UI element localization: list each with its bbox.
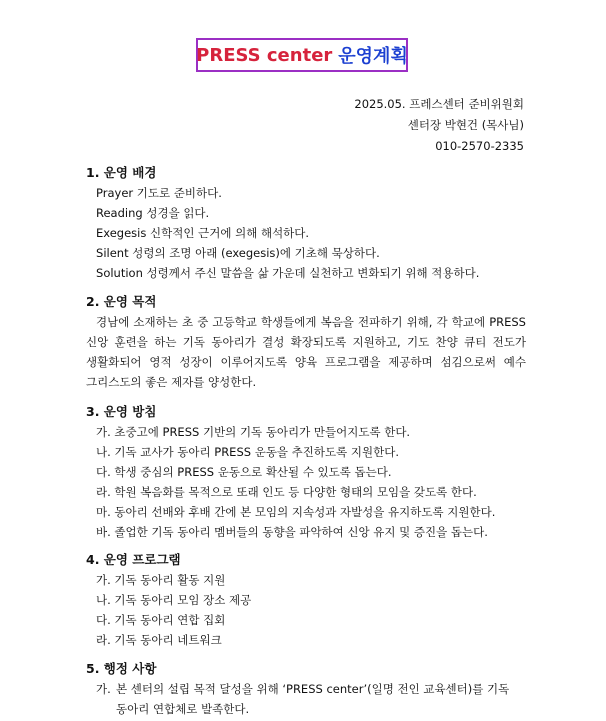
section-heading: 3. 운영 방침 xyxy=(86,404,157,419)
meta-director: 센터장 박현건 (목사님) xyxy=(407,118,524,132)
press-item-silent xyxy=(86,243,526,263)
purpose-paragraph: 경남에 소재하는 초 중 고등학교 학생들에게 복음을 전파하기 위해, 각 학교에 PRESS 신앙 훈련을 하는 기독 동아리가 결성 확장되도록 지원하고, 기도 찬양 큐티 전도가 생활화되어 영적 성장이 이루어지도록 양육 프로그램을 제공하며 섬김으로써 예수 그리스도의 좋은 제자를 양성한다. xyxy=(86,315,526,389)
section-purpose xyxy=(86,292,526,392)
admin-item-text: 본 센터의 설립 목적 달성을 위해 ‘PRESS center’(일명 전인 교육센터)를 기독 동아리 연합체로 발족한다. xyxy=(116,682,510,716)
press-item-exegesis xyxy=(86,223,526,243)
meta-phone: 010-2570-2335 xyxy=(435,139,524,153)
press-item-reading xyxy=(86,203,526,223)
press-text: olution 성령께서 주신 말씀을 삶 가운데 실천하고 변화되기 위해 적용하다. xyxy=(103,266,480,280)
press-text: xegesis 신학적인 근거에 의해 해석하다. xyxy=(103,226,310,240)
meta-date-committee: 2025.05. 프레스센터 준비위원회 xyxy=(354,97,524,111)
section-heading: 4. 운영 프로그램 xyxy=(86,552,181,567)
admin-item xyxy=(86,679,526,719)
title-box xyxy=(196,38,408,72)
press-letter: P xyxy=(96,186,103,200)
press-text: rayer 기도로 준비하다. xyxy=(102,186,222,200)
press-item-prayer xyxy=(86,183,526,203)
press-item-solution xyxy=(86,263,526,283)
title-korean: 운영계획 xyxy=(338,46,408,67)
policy-item: 라. 학원 복음화를 목적으로 또래 인도 등 다양한 형태의 모임을 갖도록 한다. xyxy=(96,485,477,499)
policy-item: 마. 동아리 선배와 후배 간에 본 모임의 지속성과 자발성을 유지하도록 지원한다. xyxy=(96,505,496,519)
section-administration xyxy=(86,659,526,719)
press-text: ilent 성령의 조명 아래 (exegesis)에 기초해 묵상하다. xyxy=(103,246,380,260)
program-item: 나. 기독 동아리 모임 장소 제공 xyxy=(96,593,252,607)
section-heading: 5. 행정 사항 xyxy=(86,661,157,676)
title-english: PRESS center xyxy=(196,44,333,66)
program-item: 다. 기독 동아리 연합 집회 xyxy=(96,613,226,627)
policy-item: 다. 학생 중심의 PRESS 운동으로 확산될 수 있도록 돕는다. xyxy=(96,465,392,479)
policy-item: 바. 졸업한 기독 동아리 멤버들의 동향을 파악하여 신앙 유지 및 증진을 돕는다. xyxy=(96,525,488,539)
press-letter: E xyxy=(96,226,104,240)
section-program xyxy=(86,550,526,650)
press-letter: R xyxy=(96,206,104,220)
program-item: 가. 기독 동아리 활동 지원 xyxy=(96,573,226,587)
document-meta xyxy=(354,94,524,157)
section-background xyxy=(86,163,526,283)
section-heading: 1. 운영 배경 xyxy=(86,165,157,180)
program-item: 라. 기독 동아리 네트워크 xyxy=(96,633,222,647)
press-letter: S xyxy=(96,246,104,260)
policy-item: 가. 초중고에 PRESS 기반의 기독 동아리가 만들어지도록 한다. xyxy=(96,425,411,439)
section-policy xyxy=(86,402,526,542)
press-letter: S xyxy=(96,266,104,280)
admin-item-marker: 가. xyxy=(96,682,111,696)
press-text: eading 성경을 읽다. xyxy=(103,206,210,220)
policy-item: 나. 기독 교사가 동아리 PRESS 운동을 추진하도록 지원한다. xyxy=(96,445,399,459)
section-heading: 2. 운영 목적 xyxy=(86,294,157,309)
